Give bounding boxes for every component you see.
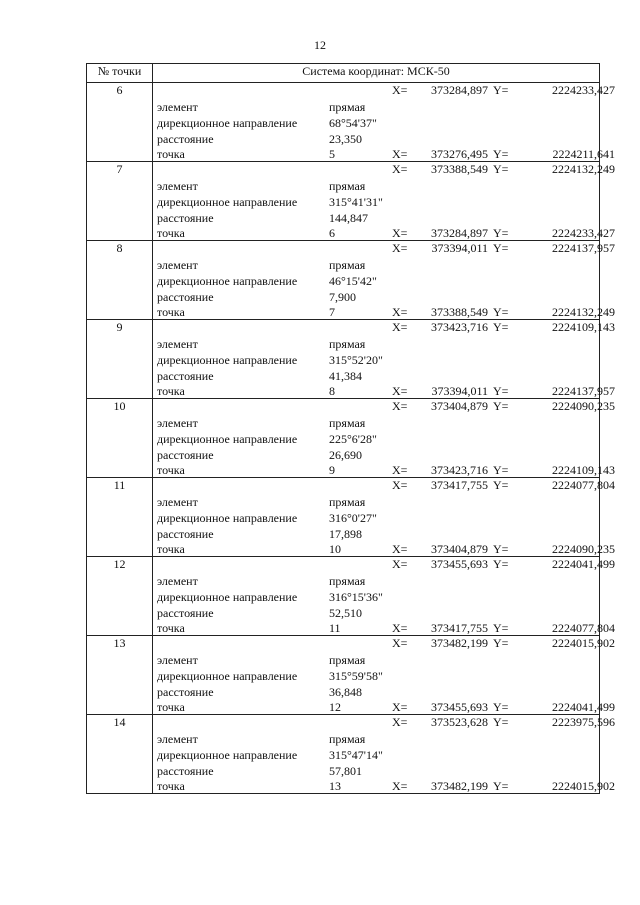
element-value: прямая — [329, 179, 366, 193]
y-value: 2223975,596 — [552, 715, 615, 729]
direction-value: 315°41'31" — [329, 195, 383, 209]
prev-x-label: X= — [392, 226, 408, 240]
distance-value: 23,350 — [329, 132, 362, 146]
table-row — [87, 241, 600, 320]
table-row — [87, 83, 600, 162]
point-number-cell — [87, 478, 153, 557]
point-detail-cell — [153, 241, 615, 320]
point-detail-cell — [153, 478, 615, 557]
direction-label: дирекционное направление — [157, 116, 298, 130]
point-number-cell — [87, 162, 153, 241]
element-value: прямая — [329, 337, 366, 351]
x-value: 373284,897 — [431, 83, 488, 97]
point-number: 6 — [116, 83, 123, 97]
x-value: 373455,693 — [431, 557, 488, 571]
point-value: 5 — [329, 147, 335, 161]
point-number: 9 — [116, 320, 123, 334]
element-label: элемент — [157, 574, 198, 588]
distance-value: 7,900 — [329, 290, 356, 304]
distance-label: расстояние — [157, 290, 214, 304]
element-label: элемент — [157, 495, 198, 509]
direction-value: 46°15'42" — [329, 274, 377, 288]
y-value: 2224077,804 — [552, 478, 615, 492]
point-value: 11 — [329, 621, 341, 635]
distance-value: 17,898 — [329, 527, 362, 541]
prev-y-label: Y= — [493, 542, 509, 556]
prev-x-value: 373404,879 — [431, 542, 488, 556]
point-detail-cell — [153, 83, 615, 162]
point-detail — [153, 636, 615, 714]
prev-y-label: Y= — [493, 779, 509, 793]
direction-value: 68°54'37" — [329, 116, 377, 130]
prev-x-value: 373276,495 — [431, 147, 488, 161]
point-number-cell — [87, 241, 153, 320]
distance-value: 26,690 — [329, 448, 362, 462]
point-label: точка — [157, 463, 185, 477]
prev-y-value: 2224015,902 — [552, 779, 615, 793]
prev-y-label: Y= — [493, 226, 509, 240]
table-header-row — [87, 64, 600, 83]
prev-y-value: 2224109,143 — [552, 463, 615, 477]
y-value: 2224233,427 — [552, 83, 615, 97]
point-detail-cell — [153, 399, 615, 478]
distance-value: 57,801 — [329, 764, 362, 778]
prev-x-value: 373284,897 — [431, 226, 488, 240]
coordinates-table — [86, 63, 615, 794]
prev-x-value: 373455,693 — [431, 700, 488, 714]
direction-label: дирекционное направление — [157, 748, 298, 762]
y-label: Y= — [493, 478, 509, 492]
prev-y-label: Y= — [493, 305, 509, 319]
prev-x-value: 373394,011 — [431, 384, 488, 398]
prev-y-label: Y= — [493, 463, 509, 477]
header-coordinate-system: Система координат: МСК-50 — [153, 64, 600, 83]
prev-y-value: 2224137,957 — [552, 384, 615, 398]
x-label: X= — [392, 162, 408, 176]
point-label: точка — [157, 384, 185, 398]
distance-label: расстояние — [157, 369, 214, 383]
distance-label: расстояние — [157, 527, 214, 541]
prev-y-value: 2224077,804 — [552, 621, 615, 635]
direction-label: дирекционное направление — [157, 511, 298, 525]
distance-label: расстояние — [157, 685, 214, 699]
point-detail — [153, 399, 615, 477]
point-number-cell — [87, 557, 153, 636]
element-label: элемент — [157, 653, 198, 667]
point-detail — [153, 162, 615, 240]
point-detail-cell — [153, 320, 615, 399]
point-number: 10 — [113, 399, 126, 413]
point-label: точка — [157, 700, 185, 714]
point-detail-cell — [153, 636, 615, 715]
point-label: точка — [157, 542, 185, 556]
y-value: 2224137,957 — [552, 241, 615, 255]
prev-y-label: Y= — [493, 621, 509, 635]
prev-x-label: X= — [392, 700, 408, 714]
point-value: 8 — [329, 384, 335, 398]
direction-value: 316°15'36" — [329, 590, 383, 604]
point-number-cell — [87, 83, 153, 162]
point-value: 13 — [329, 779, 341, 793]
point-detail — [153, 557, 615, 635]
prev-x-label: X= — [392, 542, 408, 556]
point-value: 6 — [329, 226, 335, 240]
x-label: X= — [392, 715, 408, 729]
table-row — [87, 399, 600, 478]
x-value: 373417,755 — [431, 478, 488, 492]
element-label: элемент — [157, 179, 198, 193]
point-number: 7 — [116, 162, 123, 176]
table-row — [87, 557, 600, 636]
point-number-cell — [87, 715, 153, 794]
element-value: прямая — [329, 416, 366, 430]
element-value: прямая — [329, 495, 366, 509]
y-label: Y= — [493, 162, 509, 176]
prev-y-value: 2224090,235 — [552, 542, 615, 556]
x-value: 373482,199 — [431, 636, 488, 650]
y-label: Y= — [493, 715, 509, 729]
table-row — [87, 320, 600, 399]
direction-label: дирекционное направление — [157, 590, 298, 604]
prev-x-value: 373388,549 — [431, 305, 488, 319]
prev-x-label: X= — [392, 621, 408, 635]
prev-x-value: 373482,199 — [431, 779, 488, 793]
element-value: прямая — [329, 653, 366, 667]
element-value: прямая — [329, 100, 366, 114]
point-label: точка — [157, 779, 185, 793]
direction-value: 315°52'20" — [329, 353, 383, 367]
point-number: 8 — [116, 241, 123, 255]
point-detail — [153, 478, 615, 556]
point-label: точка — [157, 621, 185, 635]
y-label: Y= — [493, 320, 509, 334]
direction-value: 316°0'27" — [329, 511, 377, 525]
point-detail — [153, 83, 615, 161]
element-label: элемент — [157, 258, 198, 272]
point-value: 10 — [329, 542, 341, 556]
element-value: прямая — [329, 574, 366, 588]
prev-x-value: 373417,755 — [431, 621, 488, 635]
y-label: Y= — [493, 636, 509, 650]
direction-label: дирекционное направление — [157, 669, 298, 683]
x-label: X= — [392, 478, 408, 492]
prev-y-value: 2224132,249 — [552, 305, 615, 319]
point-value: 7 — [329, 305, 335, 319]
x-value: 373394,011 — [431, 241, 488, 255]
prev-x-label: X= — [392, 305, 408, 319]
prev-y-label: Y= — [493, 384, 509, 398]
x-label: X= — [392, 636, 408, 650]
x-label: X= — [392, 83, 408, 97]
header-point-number: № точки — [87, 64, 153, 83]
distance-value: 144,847 — [329, 211, 368, 225]
y-value: 2224041,499 — [552, 557, 615, 571]
prev-x-label: X= — [392, 384, 408, 398]
direction-value: 315°59'58" — [329, 669, 383, 683]
element-label: элемент — [157, 732, 198, 746]
x-label: X= — [392, 241, 408, 255]
point-label: точка — [157, 305, 185, 319]
direction-label: дирекционное направление — [157, 195, 298, 209]
point-number-cell — [87, 320, 153, 399]
direction-value: 315°47'14" — [329, 748, 383, 762]
point-detail-cell — [153, 715, 615, 794]
x-value: 373388,549 — [431, 162, 488, 176]
prev-y-value: 2224233,427 — [552, 226, 615, 240]
x-value: 373404,879 — [431, 399, 488, 413]
y-value: 2224132,249 — [552, 162, 615, 176]
element-label: элемент — [157, 416, 198, 430]
point-number: 14 — [113, 715, 126, 729]
x-label: X= — [392, 557, 408, 571]
distance-label: расстояние — [157, 606, 214, 620]
prev-x-label: X= — [392, 779, 408, 793]
element-value: прямая — [329, 258, 366, 272]
point-number: 11 — [113, 478, 126, 492]
x-label: X= — [392, 399, 408, 413]
table-row — [87, 636, 600, 715]
distance-value: 41,384 — [329, 369, 362, 383]
element-label: элемент — [157, 337, 198, 351]
point-value: 9 — [329, 463, 335, 477]
y-label: Y= — [493, 241, 509, 255]
distance-value: 52,510 — [329, 606, 362, 620]
direction-value: 225°6'28" — [329, 432, 377, 446]
prev-y-value: 2224211,641 — [552, 147, 615, 161]
distance-label: расстояние — [157, 132, 214, 146]
prev-y-label: Y= — [493, 147, 509, 161]
x-label: X= — [392, 320, 408, 334]
element-label: элемент — [157, 100, 198, 114]
prev-x-label: X= — [392, 147, 408, 161]
point-detail-cell — [153, 557, 615, 636]
y-value: 2224090,235 — [552, 399, 615, 413]
direction-label: дирекционное направление — [157, 274, 298, 288]
y-value: 2224109,143 — [552, 320, 615, 334]
point-label: точка — [157, 147, 185, 161]
y-value: 2224015,902 — [552, 636, 615, 650]
distance-label: расстояние — [157, 448, 214, 462]
direction-label: дирекционное направление — [157, 353, 298, 367]
prev-y-label: Y= — [493, 700, 509, 714]
point-detail — [153, 320, 615, 398]
prev-x-label: X= — [392, 463, 408, 477]
distance-value: 36,848 — [329, 685, 362, 699]
prev-y-value: 2224041,499 — [552, 700, 615, 714]
x-value: 373523,628 — [431, 715, 488, 729]
distance-label: расстояние — [157, 211, 214, 225]
point-value: 12 — [329, 700, 341, 714]
table-row — [87, 162, 600, 241]
point-number-cell — [87, 399, 153, 478]
prev-x-value: 373423,716 — [431, 463, 488, 477]
point-number: 13 — [113, 636, 126, 650]
element-value: прямая — [329, 732, 366, 746]
point-detail-cell — [153, 162, 615, 241]
table-row — [87, 478, 600, 557]
point-number-cell — [87, 636, 153, 715]
distance-label: расстояние — [157, 764, 214, 778]
page-number: 12 — [314, 38, 326, 52]
y-label: Y= — [493, 399, 509, 413]
direction-label: дирекционное направление — [157, 432, 298, 446]
point-detail — [153, 715, 615, 793]
table-row — [87, 715, 600, 794]
point-number: 12 — [113, 557, 126, 571]
y-label: Y= — [493, 83, 509, 97]
point-label: точка — [157, 226, 185, 240]
point-detail — [153, 241, 615, 319]
y-label: Y= — [493, 557, 509, 571]
x-value: 373423,716 — [431, 320, 488, 334]
